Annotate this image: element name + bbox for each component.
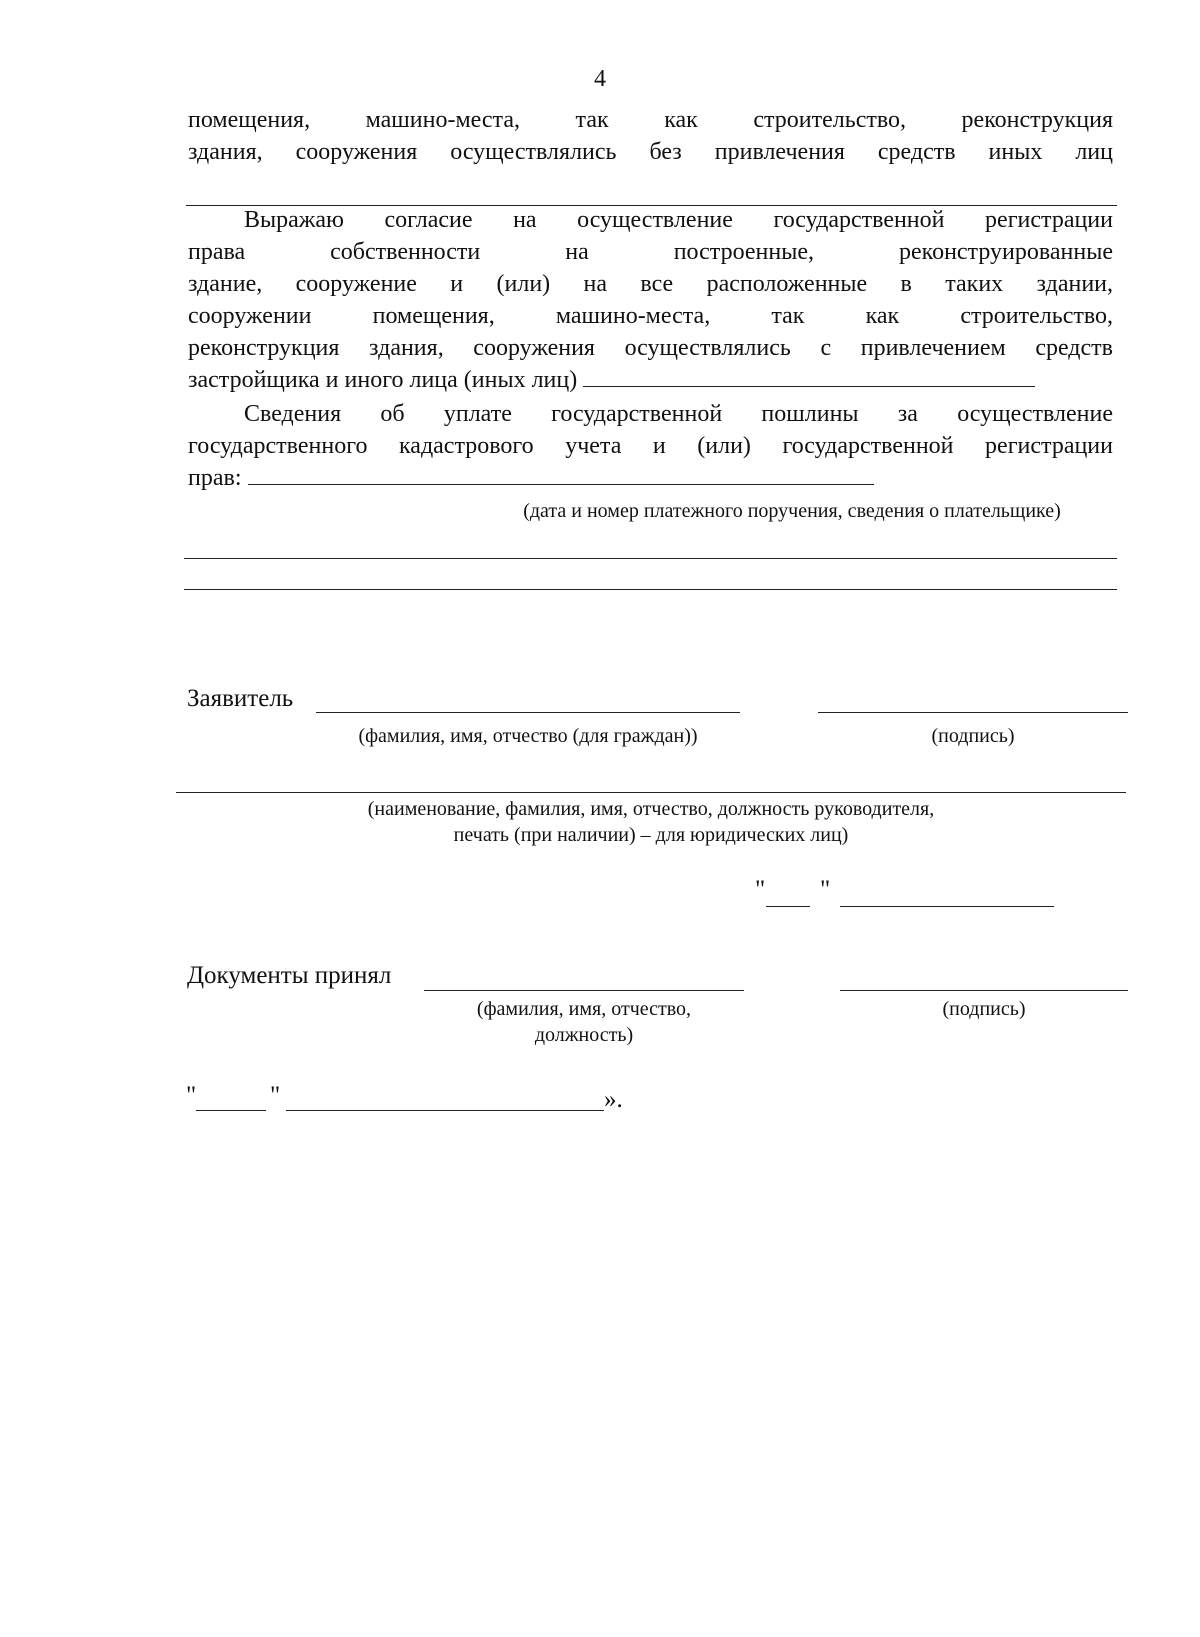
receiver-signature-line[interactable] bbox=[840, 990, 1128, 991]
applicant-date-quote-open: " bbox=[755, 876, 766, 903]
receiver-date-month-line[interactable] bbox=[286, 1110, 604, 1111]
consent-line-6 bbox=[188, 364, 1113, 396]
consent-line-1: Выражаю согласие на осуществление государственной регистрации bbox=[244, 207, 1113, 233]
fee-details-blank[interactable] bbox=[248, 462, 874, 485]
receiver-date-quote-open: " bbox=[186, 1082, 197, 1109]
fee-caption: (дата и номер платежного поручения, сведения о плательщике) bbox=[523, 500, 1061, 522]
consent-line-5: реконструкция здания, сооружения осуществлялись с привлечением средств bbox=[188, 335, 1113, 361]
applicant-signature-line[interactable] bbox=[818, 712, 1128, 713]
receiver-name-caption-1: (фамилия, имя, отчество, bbox=[476, 998, 692, 1020]
applicant-signature-caption: (подпись) bbox=[931, 725, 1015, 747]
consent-paragraph bbox=[188, 204, 1113, 396]
fee-paragraph bbox=[188, 398, 1113, 494]
fee-line-2: государственного кадастрового учета и (или) государственной регистрации bbox=[188, 433, 1113, 459]
applicant-label: Заявитель bbox=[187, 685, 294, 712]
fee-line-1: Сведения об уплате государственной пошлины за осуществление bbox=[244, 401, 1113, 427]
consent-line-3: здание, сооружение и (или) на все расположенные в таких здании, bbox=[188, 271, 1113, 297]
receiver-date-quote-close: " bbox=[270, 1082, 281, 1109]
applicant-date-month-line[interactable] bbox=[840, 906, 1054, 907]
receiver-name-line[interactable] bbox=[424, 990, 744, 991]
fee-extra-line-1[interactable] bbox=[184, 558, 1117, 559]
receiver-date-day-line[interactable] bbox=[196, 1110, 266, 1111]
intro-paragraph bbox=[188, 104, 1113, 168]
receiver-name-caption-2: должность) bbox=[534, 1024, 634, 1046]
receiver-signature-caption: (подпись) bbox=[942, 998, 1026, 1020]
consent-line-4: сооружении помещения, машино-места, так как строительство, bbox=[188, 303, 1113, 329]
receiver-label: Документы принял bbox=[187, 962, 392, 989]
page-number: 4 bbox=[594, 66, 606, 92]
applicant-date-quote-close: " bbox=[820, 876, 831, 903]
fee-line-3 bbox=[188, 462, 1113, 494]
consent-line-2: права собственности на построенные, реконструированные bbox=[188, 239, 1113, 265]
intro-line-1: помещения, машино-места, так как строительство, реконструкция bbox=[188, 107, 1113, 133]
fee-line-3-text: прав: bbox=[188, 465, 242, 491]
other-persons-blank[interactable] bbox=[583, 364, 1035, 387]
legal-entity-caption-1: (наименование, фамилия, имя, отчество, должность руководителя, bbox=[367, 798, 935, 820]
fee-extra-line-2[interactable] bbox=[184, 589, 1117, 590]
legal-entity-caption-2: печать (при наличии) – для юридических лиц) bbox=[453, 824, 849, 846]
applicant-name-line[interactable] bbox=[316, 712, 740, 713]
closing-quote: ». bbox=[604, 1086, 623, 1113]
intro-line-2: здания, сооружения осуществлялись без привлечения средств иных лиц bbox=[188, 139, 1113, 165]
legal-entity-line[interactable] bbox=[176, 792, 1126, 793]
consent-line-6-text: застройщика и иного лица (иных лиц) bbox=[188, 367, 578, 393]
applicant-date-day-line[interactable] bbox=[766, 906, 810, 907]
applicant-name-caption: (фамилия, имя, отчество (для граждан)) bbox=[358, 725, 698, 747]
